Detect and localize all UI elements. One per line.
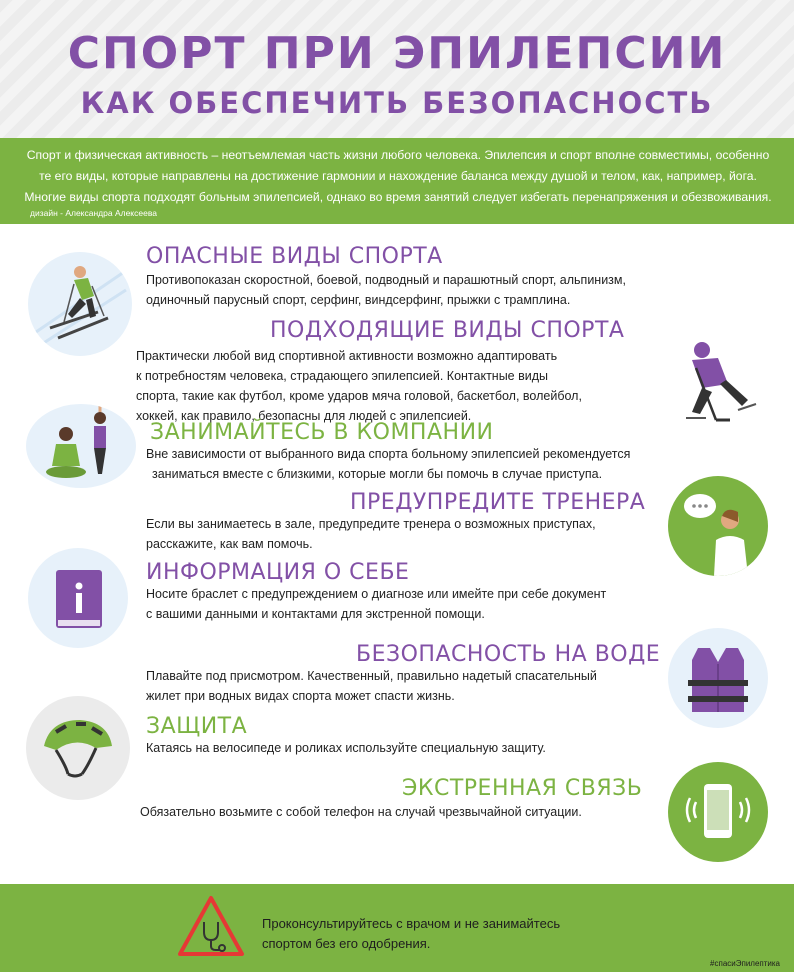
text-line: к потребностям человека, страдающего эпилепсией. Контактные виды [136,369,549,383]
text-line: Обязательно возьмите с собой телефон на случай чрезвычайной ситуации. [140,805,582,819]
section-text-water [146,666,597,706]
section-title-suitable: ПОДХОДЯЩИЕ ВИДЫ СПОРТА [270,318,625,343]
text-line: Катаясь на велосипеде и роликах используйте специальную защиту. [146,741,546,755]
phone-icon [668,762,768,862]
intro-banner [0,138,794,224]
section-title-emergency: ЭКСТРЕННАЯ СВЯЗЬ [402,776,643,801]
text-line: хоккей, как правило, безопасны для людей с эпилепсией. [136,409,472,423]
section-text-coach [146,514,596,554]
footer-banner [0,884,794,972]
design-credit: дизайн - Александра Алексеева [30,208,157,218]
text-line: одиночный парусный спорт, серфинг, виндсерфинг, прыжки с трамплина. [146,293,571,307]
text-line: Вне зависимости от выбранного вида спорта больному эпилепсией рекомендуется [146,447,631,461]
skier-icon [28,252,132,356]
section-title-coach: ПРЕДУПРЕДИТЕ ТРЕНЕРА [350,490,646,515]
section-title-water: БЕЗОПАСНОСТЬ НА ВОДЕ [356,642,661,667]
section-text-info [146,584,606,624]
section-text-suitable [136,346,582,426]
intro-line: те его виды, которые направлены на достижение гармонии и нахождение баланса между душой и телом, как, например, йога. [39,169,757,183]
yoga-pair-icon [26,404,136,488]
intro-line: Спорт и физическая активность – неотъемлемая часть жизни любого человека. Эпилепсия и спорт вполне совместимы, особенно [26,148,770,162]
section-title-company: ЗАНИМАЙТЕСЬ В КОМПАНИИ [150,420,494,445]
helmet-icon [26,696,130,800]
section-text-dangerous [146,270,626,310]
coach-icon [668,476,768,576]
section-text-company [146,444,630,484]
text-line: Противопоказан скоростной, боевой, подводный и парашютный спорт, альпинизм, [146,273,626,287]
section-title-protection: ЗАЩИТА [146,714,248,739]
hockey-player-icon [662,336,772,426]
text-line: Если вы занимаетесь в зале, предупредите тренера о возможных приступах, [146,517,596,531]
text-line: Плавайте под присмотром. Качественный, правильно надетый спасательный [146,669,597,683]
text-line: Носите браслет с предупреждением о диагнозе или имейте при себе документ [146,587,607,601]
page-title: СПОРТ ПРИ ЭПИЛЕПСИИ [67,28,727,79]
info-book-icon [28,548,128,648]
intro-line: Многие виды спорта подходят больным эпилепсией, однако во время занятий следует избегать перенапряжения и обезвоживания. [24,190,772,204]
section-text-emergency [140,802,582,822]
text-line: спорта, такие как футбол, кроме ударов мяча головой, баскетбол, волейбол, [136,389,582,403]
section-title-dangerous: ОПАСНЫЕ ВИДЫ СПОРТА [146,244,443,269]
section-text-protection [146,738,546,758]
text-line: с вашими данными и контактами для экстренной помощи. [146,607,485,621]
text-line: спортом без его одобрения. [262,936,431,951]
section-title-info: ИНФОРМАЦИЯ О СЕБЕ [146,560,410,585]
intro-text [6,145,790,208]
text-line: расскажите, как вам помочь. [146,537,313,551]
footer-text [262,914,560,954]
hashtag: #спасиЭпилептика [710,959,780,968]
life-vest-icon [668,628,768,728]
header [0,0,794,138]
warning-stethoscope-icon [176,894,246,960]
text-line: заниматься вместе с близкими, которые могли бы помочь в случае приступа. [152,467,603,481]
text-line: Практически любой вид спортивной активности возможно адаптировать [136,349,558,363]
text-line: жилет при водных видах спорта может спасти жизнь. [146,689,455,703]
page-subtitle: КАК ОБЕСПЕЧИТЬ БЕЗОПАСНОСТЬ [80,86,714,120]
text-line: Проконсультируйтесь с врачом и не занимайтесь [262,916,561,931]
